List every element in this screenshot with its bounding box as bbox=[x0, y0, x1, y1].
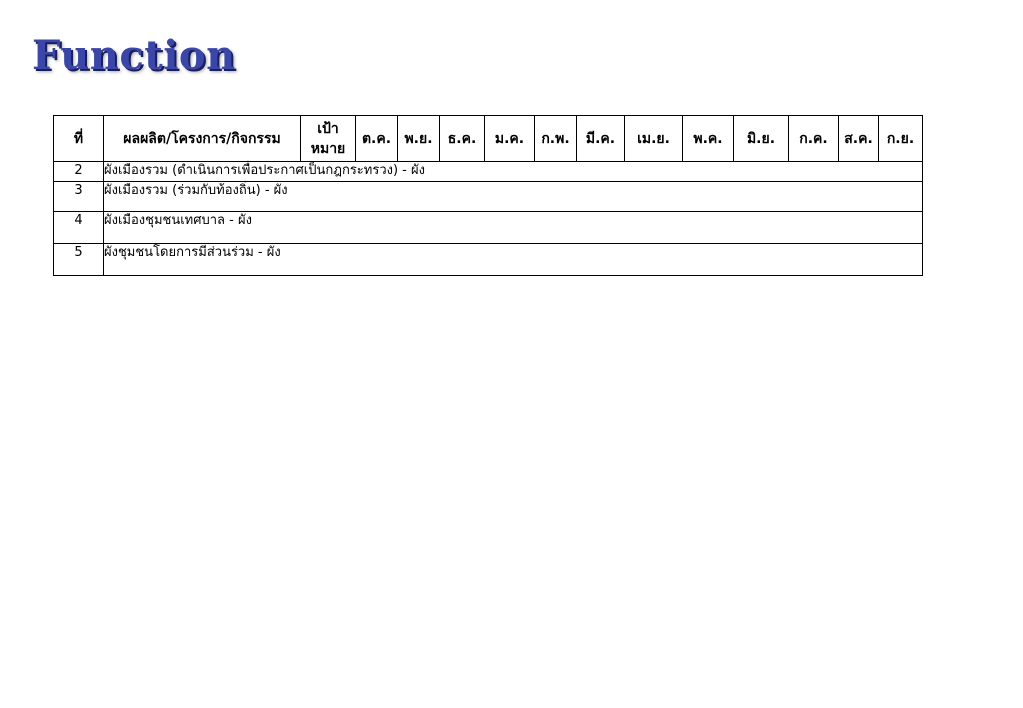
row-description: ผังเมืองรวม (ร่วมกับท้องถิ่น) - ผัง bbox=[104, 182, 923, 212]
row-number: 4 bbox=[54, 212, 104, 244]
row-number: 3 bbox=[54, 182, 104, 212]
header-month-jun: มิ.ย. bbox=[734, 116, 789, 162]
header-product: ผลผลิต/โครงการ/กิจกรรม bbox=[104, 116, 301, 162]
header-month-aug: ส.ค. bbox=[839, 116, 879, 162]
table-header-row bbox=[54, 116, 923, 162]
header-month-apr: เม.ย. bbox=[625, 116, 683, 162]
header-month-feb: ก.พ. bbox=[535, 116, 577, 162]
activity-plan-table bbox=[53, 115, 923, 276]
page-title: Function bbox=[32, 32, 236, 79]
row-description: ผังชุมชนโดยการมีส่วนร่วม - ผัง bbox=[104, 244, 923, 276]
header-month-mar: มี.ค. bbox=[577, 116, 625, 162]
header-month-may: พ.ค. bbox=[683, 116, 734, 162]
table-row bbox=[54, 182, 923, 212]
table-row bbox=[54, 212, 923, 244]
row-description: ผังเมืองชุมชนเทศบาล - ผัง bbox=[104, 212, 923, 244]
header-month-jul: ก.ค. bbox=[789, 116, 839, 162]
header-no: ที่ bbox=[54, 116, 104, 162]
table-row bbox=[54, 244, 923, 276]
header-month-dec: ธ.ค. bbox=[440, 116, 485, 162]
header-month-oct: ต.ค. bbox=[356, 116, 398, 162]
header-month-nov: พ.ย. bbox=[398, 116, 440, 162]
header-month-sep: ก.ย. bbox=[879, 116, 923, 162]
header-target: เป้าหมาย bbox=[301, 116, 356, 162]
header-month-jan: ม.ค. bbox=[485, 116, 535, 162]
row-number: 5 bbox=[54, 244, 104, 276]
row-description: ผังเมืองรวม (ดำเนินการเพื่อประกาศเป็นกฎกระทรวง) - ผัง bbox=[104, 162, 923, 182]
table-row bbox=[54, 162, 923, 182]
row-number: 2 bbox=[54, 162, 104, 182]
